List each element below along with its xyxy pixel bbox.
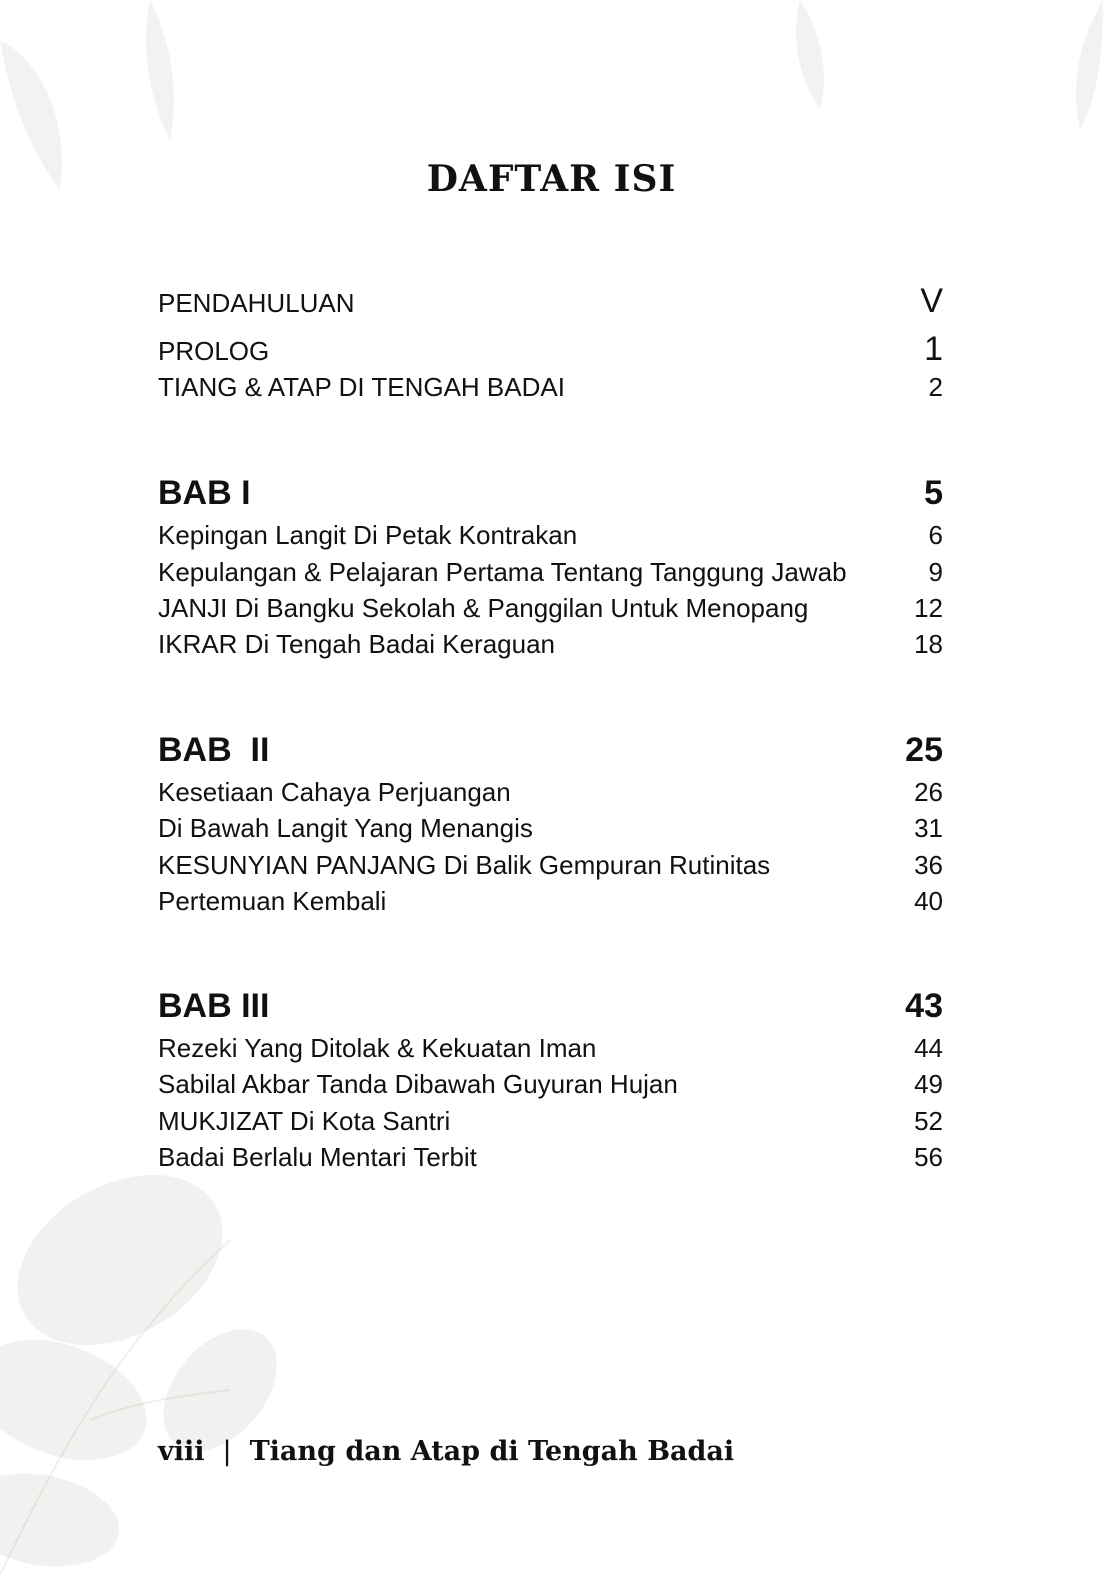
chapter-page: 43 — [905, 987, 943, 1025]
toc-entry-label: IKRAR Di Tengah Badai Keraguan — [158, 629, 555, 659]
toc-row[interactable] — [158, 629, 943, 660]
toc-entry-page: 1 — [924, 330, 943, 368]
chapter-page: 25 — [905, 731, 943, 769]
toc-row[interactable] — [158, 850, 943, 881]
toc-entry-label: Pertemuan Kembali — [158, 886, 387, 916]
toc-entry-label: Kesetiaan Cahaya Perjuangan — [158, 777, 511, 807]
toc-entry-page: 44 — [914, 1033, 943, 1063]
toc-row-prolog[interactable] — [158, 330, 943, 369]
toc-row[interactable] — [158, 1033, 943, 1064]
toc-entry-label: Kepulangan & Pelajaran Pertama Tentang Tanggung Jawab — [158, 557, 847, 587]
toc-chapter-bab-3[interactable] — [158, 987, 943, 1026]
toc-row[interactable] — [158, 520, 943, 551]
footer-page-number: viii — [158, 1436, 205, 1467]
toc-row[interactable] — [158, 1142, 943, 1173]
toc-row[interactable] — [158, 886, 943, 917]
toc-entry-page: 26 — [914, 777, 943, 807]
toc-entry-page: 9 — [928, 557, 943, 587]
toc-row[interactable] — [158, 777, 943, 808]
toc-entry-page: 31 — [914, 813, 943, 843]
toc-entry-page: 2 — [928, 372, 943, 402]
toc-row[interactable] — [158, 1069, 943, 1100]
toc-entry-page: 12 — [914, 593, 943, 623]
toc-entry-page: V — [920, 282, 943, 320]
toc-chapter-bab-1[interactable] — [158, 474, 943, 513]
toc-row[interactable] — [158, 1106, 943, 1137]
toc-entry-label: Sabilal Akbar Tanda Dibawah Guyuran Hujan — [158, 1069, 678, 1099]
chapter-title: BAB I — [158, 474, 251, 512]
page-title: DAFTAR ISI — [426, 158, 677, 200]
toc-entry-label: KESUNYIAN PANJANG Di Balik Gempuran Rutinitas — [158, 850, 771, 880]
toc-entry-page: 52 — [914, 1106, 943, 1136]
chapter-page: 5 — [924, 474, 943, 512]
page-footer — [158, 1436, 734, 1467]
footer-separator: | — [222, 1436, 232, 1467]
toc-entry-label: TIANG & ATAP DI TENGAH BADAI — [158, 372, 565, 402]
toc-row[interactable] — [158, 593, 943, 624]
toc-entry-page: 36 — [914, 850, 943, 880]
chapter-title: BAB III — [158, 987, 270, 1025]
toc-entry-label: Badai Berlalu Mentari Terbit — [158, 1142, 477, 1172]
footer-book-title: Tiang dan Atap di Tengah Badai — [249, 1436, 735, 1467]
toc-entry-label: JANJI Di Bangku Sekolah & Panggilan Untuk Menopang — [158, 593, 809, 623]
chapter-title: BAB II — [158, 731, 270, 769]
toc-entry-page: 18 — [914, 629, 943, 659]
toc-row[interactable] — [158, 557, 943, 588]
toc-entry-page: 49 — [914, 1069, 943, 1099]
toc-entry-label: Di Bawah Langit Yang Menangis — [158, 813, 533, 843]
toc-entry-label: PROLOG — [158, 336, 270, 366]
toc-row[interactable] — [158, 813, 943, 844]
toc-entry-page: 56 — [914, 1142, 943, 1172]
toc-entry-label: Rezeki Yang Ditolak & Kekuatan Iman — [158, 1033, 597, 1063]
toc-entry-page: 6 — [928, 520, 943, 550]
toc-chapter-bab-2[interactable] — [158, 731, 943, 770]
toc-entry-page: 40 — [914, 886, 943, 916]
toc-entry-label: PENDAHULUAN — [158, 288, 355, 318]
toc-row-pendahuluan[interactable] — [158, 282, 943, 321]
toc-entry-label: Kepingan Langit Di Petak Kontrakan — [158, 520, 578, 550]
toc-entry-label: MUKJIZAT Di Kota Santri — [158, 1106, 451, 1136]
toc-row-tiang-atap[interactable] — [158, 372, 943, 403]
